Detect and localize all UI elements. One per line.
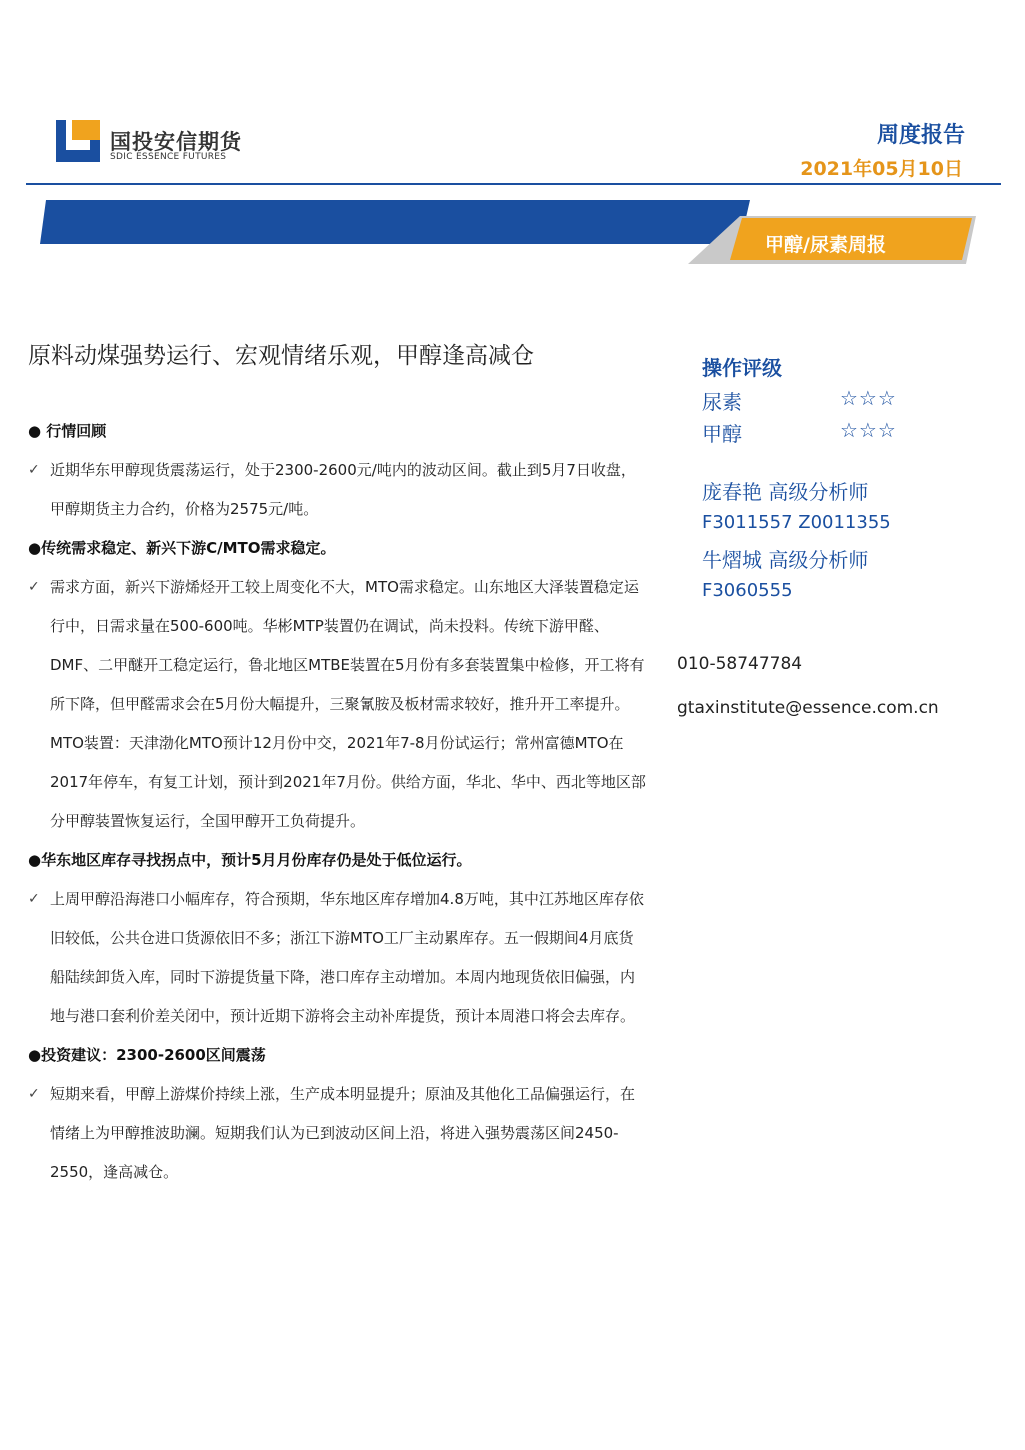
section-text-inventory: ✓ 上周甲醇沿海港口小幅库存，符合预期，华东地区库存增加4.8万吨，其中江苏地区库存依旧较低，公共仓进口货源依旧不多；浙江下游MTO工厂主动累库存。五一假期间4月底货船陆续卸货入库，同时下游提货量下降，港口库存主动增加。本周内地现货依旧偏强，内地与港口套利价差关闭中，预计近期下游将会主动补库提货，预计本周港口将会去库存。 <box>28 880 648 1036</box>
analyst-code: F3011557 Z0011355 <box>702 512 891 533</box>
check-icon: ✓ <box>28 1086 40 1102</box>
check-icon: ✓ <box>28 891 40 907</box>
section-text-advice: ✓ 短期来看，甲醇上游煤价持续上涨，生产成本明显提升；原油及其他化工品偏强运行，在情绪上为甲醇推波助澜。短期我们认为已到波动区间上沿，将进入强势震荡区间2450-2550，逢高减仓。 <box>28 1075 648 1192</box>
section-heading-demand: ●传统需求稳定、新兴下游C/MTO需求稳定。 <box>28 539 336 557</box>
section-heading-inventory: ●华东地区库存寻找拐点中，预计5月月份库存仍是处于低位运行。 <box>28 851 472 869</box>
section-heading-advice: ●投资建议：2300-2600区间震荡 <box>28 1046 266 1064</box>
star-rating-icon: ☆☆☆ <box>840 418 897 442</box>
rating-row-urea <box>702 386 897 415</box>
section-heading-market-review: ● 行情回顾 <box>28 422 107 440</box>
rating-title: 操作评级 <box>702 356 782 380</box>
rating-name: 甲醇 <box>702 422 742 446</box>
check-icon: ✓ <box>28 579 40 595</box>
report-title: 原料动煤强势运行、宏观情绪乐观，甲醇逢高减仓 <box>28 343 534 369</box>
analyst-name: 庞春艳 高级分析师 <box>702 480 869 504</box>
header-divider <box>26 183 1001 185</box>
company-logo-icon <box>56 120 100 162</box>
star-rating-icon: ☆☆☆ <box>840 386 897 410</box>
check-icon: ✓ <box>28 462 40 478</box>
banner-label: 甲醇/尿素周报 <box>765 234 886 256</box>
section-text-market-review: ✓ 近期华东甲醇现货震荡运行，处于2300-2600元/吨内的波动区间。截止到5月7日收盘，甲醇期货主力合约，价格为2575元/吨。 <box>28 451 648 529</box>
company-name-cn: 国投安信期货 <box>110 130 242 154</box>
report-date: 2021年05月10日 <box>800 158 963 180</box>
rating-row-methanol <box>702 418 897 447</box>
section-text-demand: ✓ 需求方面，新兴下游烯烃开工较上周变化不大，MTO需求稳定。山东地区大泽装置稳定运行中，日需求量在500-600吨。华彬MTP装置仍在调试，尚未投料。传统下游甲醛、DMF、二甲醚开工稳定运行，鲁北地区MTBE装置在5月份有多套装置集中检修，开工将有所下降，但甲醛需求会在5月份大幅提升，三聚氰胺及板材需求较好，推升开工率提升。MTO装置：天津渤化MTO预计12月份中交，2021年7-8月份试运行；常州富德MTO在2017年停车，有复工计划，预计到2021年7月份。供给方面，华北、华中、西北等地区部分甲醇装置恢复运行，全国甲醇开工负荷提升。 <box>28 568 648 841</box>
analyst-code: F3060555 <box>702 580 793 601</box>
contact-phone: 010-58747784 <box>677 654 803 674</box>
rating-name: 尿素 <box>702 390 742 414</box>
main-content <box>28 412 648 1192</box>
contact-email[interactable]: gtaxinstitute@essence.com.cn <box>677 698 939 718</box>
company-name-en: SDIC ESSENCE FUTURES <box>110 152 227 162</box>
report-type: 周度报告 <box>876 123 965 148</box>
analyst-name: 牛熠城 高级分析师 <box>702 548 869 572</box>
